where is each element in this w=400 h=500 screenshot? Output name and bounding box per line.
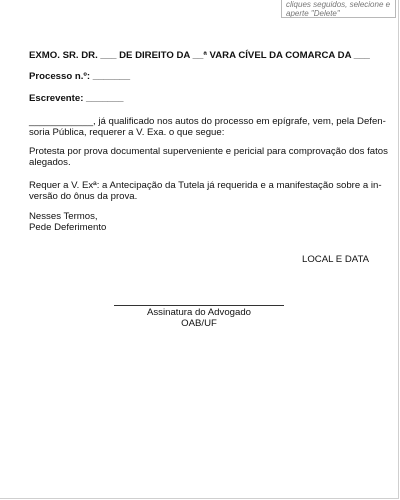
signature-label: Assinatura do Advogado [146,307,251,318]
note-line-2: aperte "Delete" [286,9,340,18]
paragraph-3-line-1: Requer a V. Exª: a Antecipação da Tutela já requerida e a manifestação sobre a in- [29,180,382,191]
oab-label: OAB/UF [181,318,217,329]
processo-field: Processo n.º: _______ [29,71,131,82]
paragraph-2-line-1: Protesta por prova documental superveniente e pericial para comprovação dos fatos [29,146,388,157]
signature-line [114,305,284,306]
escrevente-field: Escrevente: _______ [29,93,124,104]
closing-line-2: Pede Deferimento [29,222,107,233]
paragraph-1-line-2: soria Pública, requerer a V. Exa. o que segue: [29,127,225,138]
paragraph-3-line-2: versão do ônus da prova. [29,191,138,202]
document-header: EXMO. SR. DR. ___ DE DIREITO DA __ª VARA CÍVEL DA COMARCA DA ___ [29,50,370,61]
local-e-data: LOCAL E DATA [302,254,369,265]
closing-line-1: Nesses Termos, [29,211,98,222]
instruction-note [281,0,396,18]
note-line-1: cliques seguidos, selecione e [286,0,391,9]
paragraph-2-line-2: alegados. [29,157,71,168]
paragraph-1-line-1: ____________, já qualificado nos autos do processo em epígrafe, vem, pela Defen- [29,116,386,127]
